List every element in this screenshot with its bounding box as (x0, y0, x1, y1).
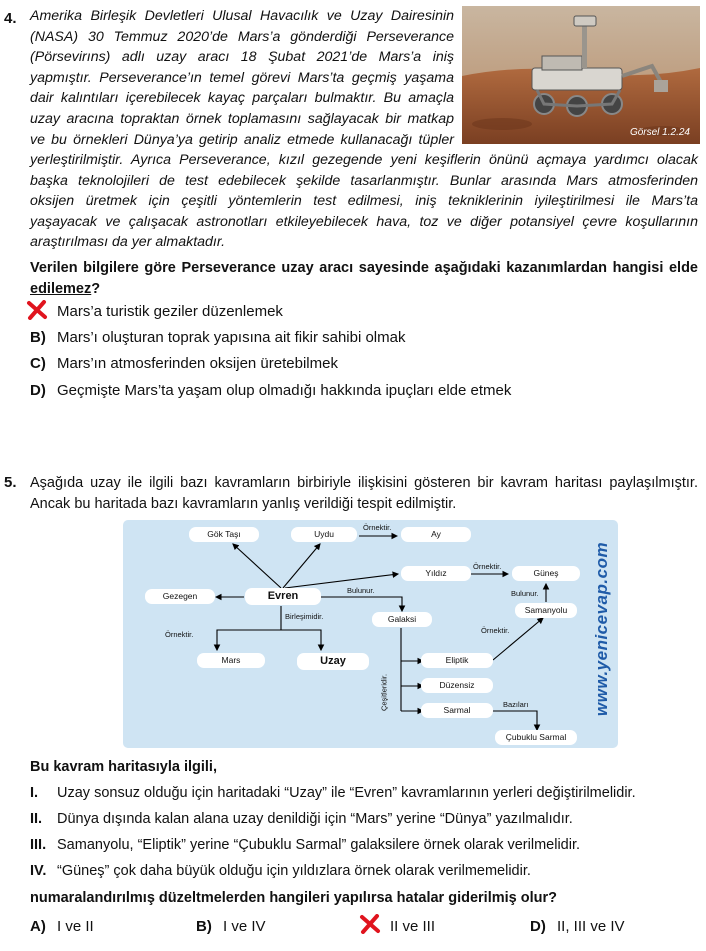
node-gunes: Güneş (512, 566, 580, 581)
intro-line: yapmıştır. Perseverance’ın temel görevi Mars’ta geçmiş yaşama (30, 69, 454, 86)
statement-3 (30, 837, 580, 853)
node-evren: Evren (245, 588, 321, 605)
option-label: B) (30, 329, 46, 346)
cross-mark-icon (26, 300, 48, 320)
body-line: başka teknolojileri de test edebilecek şekilde tasarlanmıştır. Bunlar arasında Mars atmosferinden (30, 172, 698, 189)
option-label: D) (530, 918, 546, 935)
concept-map-arrows (123, 520, 618, 748)
concept-map (123, 520, 618, 748)
option-a[interactable] (30, 918, 94, 936)
option-text: I ve IV (223, 918, 266, 935)
node-ay: Ay (401, 527, 471, 542)
option-label: D) (30, 382, 46, 399)
label-ornektir: Örnektir. (165, 630, 194, 639)
option-d[interactable] (530, 918, 625, 936)
body-line: yaşayacak ve çalışacak astronotları etkileyebilecek hava, toz ve diğer potansiyel çevre koşullarının (30, 213, 698, 230)
node-sarmal: Sarmal (421, 703, 493, 718)
watermark-text: www.yenicevap.com (592, 541, 611, 717)
statement-text: Samanyolu, “Eliptik” yerine “Çubuklu Sarmal” galaksilere örnek olarak verilmelidir. (57, 837, 581, 853)
option-text: Geçmişte Mars’ta yaşam olup olmadığı hakkında ipuçları elde etmek (57, 382, 512, 399)
intro-line: Amerika Birleşik Devletleri Ulusal Havacılık ve Uzay Dairesinin (30, 8, 454, 24)
node-duzensiz: Düzensiz (421, 678, 493, 693)
statement-1 (30, 785, 636, 801)
option-b[interactable] (30, 329, 405, 347)
node-galaksi: Galaksi (372, 612, 432, 627)
statement-num: I. (30, 785, 39, 801)
question-line: Verilen bilgilere göre Perseverance uzay aracı sayesinde aşağıdaki kazanımlardan hangisi elde (30, 260, 698, 276)
option-c[interactable] (30, 355, 338, 373)
question-5-intro (30, 473, 698, 515)
option-a[interactable] (30, 303, 283, 321)
label-birlesimidir: Birleşimidir. (285, 612, 324, 621)
node-gezegen: Gezegen (145, 589, 215, 604)
statement-intro: Bu kavram haritasıyla ilgili, (30, 759, 217, 775)
option-b[interactable] (196, 918, 266, 936)
option-d[interactable] (30, 382, 511, 400)
statement-text: Uzay sonsuz olduğu için haritadaki “Uzay” ile “Evren” kavramlarının yerleri değiştirilmelidir. (57, 785, 636, 801)
node-uzay: Uzay (297, 653, 369, 670)
node-gok-tasi: Gök Taşı (189, 527, 259, 542)
option-text: Mars’ı oluşturan toprak yapısına ait fikir sahibi olmak (57, 329, 406, 346)
question-4-intro (30, 6, 454, 150)
label-ornektir: Örnektir. (473, 562, 502, 571)
label-bulunur: Bulunur. (347, 586, 375, 595)
option-label: B) (196, 918, 212, 935)
intro-line: ve bu örnekleri Dünya’ya getirip analiz etmede kullanacağı tüpler (30, 131, 454, 148)
statement-text: “Güneş” çok daha büyük olduğu için yıldızlara örnek olarak verilmemelidir. (57, 863, 531, 879)
question-5-number: 5. (4, 474, 17, 491)
node-eliptik: Eliptik (421, 653, 493, 668)
image-caption: Görsel 1.2.24 (629, 127, 690, 138)
question-5-prompt: numaralandırılmış düzeltmelerden hangileri yapılırsa hatalar giderilmiş olur? (30, 890, 557, 906)
intro-line: uzay aracına topraktan örnek toplamasını sağlayacak bir matkap (30, 110, 454, 127)
label-ornektir: Örnektir. (481, 626, 510, 635)
statement-4 (30, 863, 531, 879)
label-bulunur: Bulunur. (511, 589, 539, 598)
node-uydu: Uydu (291, 527, 357, 542)
question-mark: ? (91, 281, 101, 297)
option-text: Mars’a turistik geziler düzenlemek (57, 303, 283, 320)
question-line-2 (30, 279, 698, 300)
intro-line: dair kalıntıları içerebilecek kayaç parçaları bulmaktır. Bu amaçla (30, 90, 454, 107)
option-label: C) (30, 355, 46, 372)
label-ornektir: Örnektir. (363, 523, 392, 532)
perseverance-rover-image (462, 6, 700, 144)
option-text: II, III ve IV (557, 918, 625, 935)
statement-num: IV. (30, 863, 47, 879)
rover-illustration (462, 6, 700, 144)
option-label: A) (30, 918, 46, 935)
node-mars: Mars (197, 653, 265, 668)
label-bazilari: Bazıları (503, 700, 529, 709)
statement-num: II. (30, 811, 43, 827)
node-yildiz: Yıldız (401, 566, 471, 581)
label-cesitleridir: Çeşitleridir. (379, 673, 389, 712)
cross-mark-icon (359, 914, 381, 934)
intro-line: (Pörsevirıns) adlı uzay aracı 18 Şubat 2021’de Mars’a iniş (30, 49, 454, 66)
node-samanyolu: Samanyolu (515, 603, 577, 618)
node-cubuklu-sarmal: Çubuklu Sarmal (495, 730, 577, 745)
intro-line: (NASA) 30 Temmuz 2020’de Mars’a gönderdiği Perseverance (30, 28, 454, 45)
intro-line: Aşağıda uzay ile ilgili bazı kavramların birbiriyle ilişkisini gösteren bir kavram haritası paylaşılmıştır. (30, 475, 698, 491)
question-4-number: 4. (4, 10, 17, 27)
underlined-word: edilemez (30, 281, 92, 297)
body-line: araştırılması da yer almaktadır. (30, 234, 226, 251)
option-text: I ve II (57, 918, 94, 935)
statement-num: III. (30, 837, 47, 853)
option-text: II ve III (390, 918, 436, 935)
question-4-prompt (30, 258, 698, 300)
intro-line: Ancak bu haritada bazı kavramların yanlış verildiği tespit edilmiştir. (30, 496, 457, 512)
statement-text: Dünya dışında kalan alana uzay denildiği için “Mars” yerine “Dünya” yazılmalıdır. (57, 811, 573, 827)
question-4-body (30, 150, 698, 253)
statement-2 (30, 811, 573, 827)
body-line: oksijen üretmek için çeşitli yöntemlerin test edilmesi, iniş tekniklerinin iyileştirilmesi ile Mars’ta (30, 193, 698, 210)
option-text: Mars’ın atmosferinden oksijen üretebilmek (57, 355, 338, 372)
body-line: yerleştirilmiştir. Ayrıca Perseverance, kızıl gezegende yeni keşiflerin önünü açmaya yardımcı olacak (30, 152, 698, 168)
